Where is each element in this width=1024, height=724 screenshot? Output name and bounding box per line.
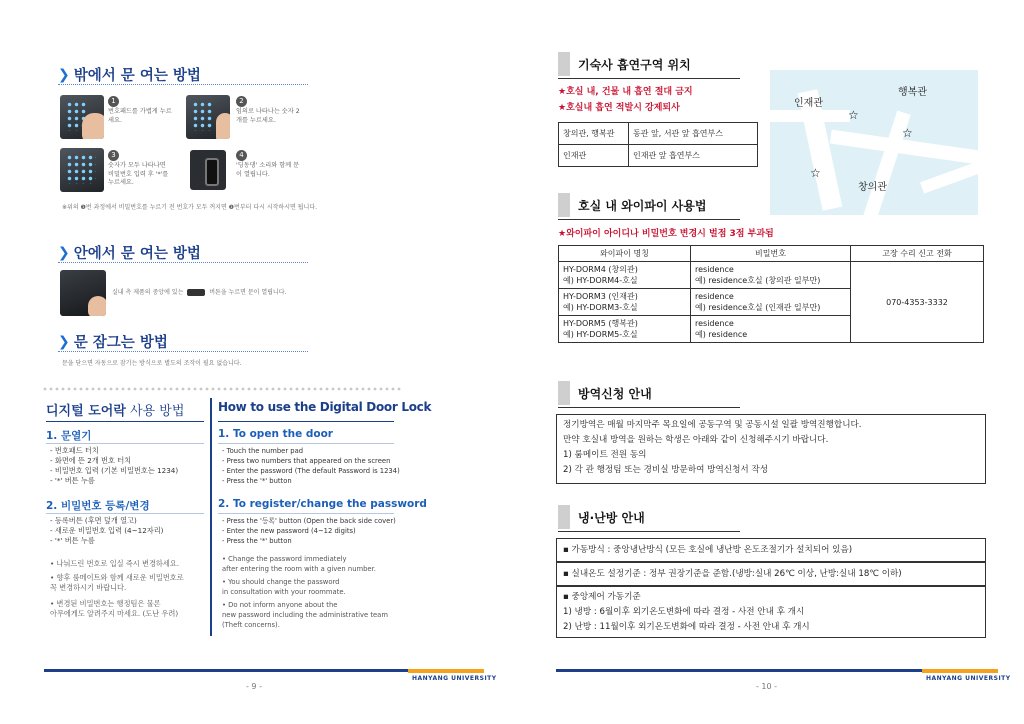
page-number: - 9 - — [246, 682, 262, 691]
wifi-table — [558, 245, 984, 343]
table-header: 와이파이 명칭 — [559, 246, 691, 262]
hvac-item: ▪ 실내온도 설정기준 : 정부 권장기준을 준함.(냉방:실내 26℃ 이상, 난방:실내 18℃ 이하) — [563, 569, 902, 579]
map-road — [770, 110, 850, 122]
lock-photo-step3 — [60, 148, 104, 192]
manual-en-sec1-line: - Enter the password (The default Password is 1234) — [222, 467, 400, 475]
step-text-2: 임의로 나타나는 숫자 2개를 누르세요. — [236, 108, 300, 124]
smoking-warning: ★호실내 흡연 적발시 강제퇴사 — [558, 103, 680, 113]
table-header: 비밀번호 — [691, 246, 851, 262]
manual-ko-sec1-rule — [46, 443, 204, 444]
manual-en-sec2-line: - Enter the new password (4~12 digits) — [222, 527, 356, 535]
wifi-title: 호실 내 와이파이 사용법 — [578, 198, 707, 213]
manual-en-sec2: 2. To register/change the password — [218, 498, 427, 510]
step-number-2: 2 — [236, 96, 247, 107]
manual-title-en: How to use the Digital Door Lock — [218, 400, 432, 414]
chevron-right-icon: ❯ — [58, 333, 70, 350]
smoking-heading — [558, 52, 691, 76]
hvac-heading — [558, 505, 645, 529]
manual-ko-note: • 변경된 비밀번호는 행정팀은 물론 — [50, 599, 161, 608]
heading-bar — [558, 381, 570, 405]
manual-ko-sec1-line: - 화면에 뜬 2개 번호 터치 — [50, 456, 132, 465]
inside-text-after: 버튼을 누르면 문이 열립니다. — [209, 289, 287, 296]
hvac-item-line: 2) 난방 : 11월이후 외기온도변화에 따라 결정 - 사전 안내 후 개시 — [563, 622, 810, 632]
disinfection-box — [556, 414, 986, 484]
manual-en-sec1-line: - Press the '*' button — [222, 477, 292, 485]
manual-ko-note: 아무에게도 알려주지 마세요. (도난 우려) — [50, 609, 179, 618]
manual-en-note: after entering the room with a given number. — [222, 565, 376, 573]
wifi-password: residence — [695, 265, 734, 274]
manual-en-note: (Theft concerns). — [222, 621, 280, 629]
manual-ko-sec2: 2. 비밀번호 등록/변경 — [46, 500, 150, 512]
manual-rule-en — [218, 421, 394, 422]
hvac-item-box — [556, 586, 986, 638]
inside-open-heading — [58, 242, 201, 263]
lock-photo-step4 — [190, 150, 226, 190]
footer-accent — [922, 669, 998, 673]
manual-ko-sec2-rule — [46, 513, 204, 514]
star-marker-icon: ☆ — [810, 166, 821, 180]
disinfection-line: 2) 각 관 행정팀 또는 경비실 방문하여 방역신청서 작성 — [563, 465, 769, 475]
footer-line — [556, 669, 922, 672]
manual-rule-ko — [46, 421, 204, 422]
manual-en-sec2-rule — [218, 513, 394, 514]
table-cell — [691, 289, 851, 316]
footer-accent — [408, 669, 484, 673]
disinfection-heading — [558, 381, 652, 405]
star-marker-icon: ☆ — [902, 126, 913, 140]
table-row — [559, 262, 984, 289]
manual-ko-sec2-line: - '*' 버튼 누름 — [50, 536, 95, 545]
manual-en-sec2-line: - Press the '등록' button (Open the back side cover) — [222, 517, 396, 525]
manual-en-sec2-line: - Press the '*' button — [222, 537, 292, 545]
manual-ko-note: • 나눠드린 번호로 입실 즉시 변경하세요. — [50, 559, 180, 568]
dotted-divider — [42, 386, 402, 392]
footer-university: HANYANG UNIVERSITY — [926, 675, 1011, 682]
hvac-item-line: 1) 냉방 : 6월이후 외기온도변화에 따라 결정 - 사전 안내 후 개시 — [563, 607, 805, 617]
manual-en-note: new password including the administrative team — [222, 611, 388, 619]
heading-rule — [558, 78, 740, 79]
page-number: - 10 - — [756, 682, 778, 691]
wifi-password: residence — [695, 292, 734, 301]
chevron-right-icon: ❯ — [58, 244, 70, 261]
manual-ko-sec2-line: - 새로운 비밀번호 입력 (4~12자리) — [50, 526, 164, 535]
manual-ko-note: • 향후 룸메이트와 함께 새로운 비밀번호로 — [50, 573, 184, 582]
hvac-item-box — [556, 538, 986, 562]
manual-title-ko-rest: 사용 방법 — [125, 404, 185, 419]
key-button-icon — [187, 289, 205, 296]
star-marker-icon: ☆ — [848, 108, 859, 122]
wifi-password: residence — [695, 319, 734, 328]
table-row — [559, 123, 758, 145]
wifi-password-example: 예) residence호실 (인재관 일부만) — [695, 303, 821, 312]
lock-text: 문을 닫으면 자동으로 잠기는 방식으로 별도의 조작이 필요 없습니다. — [62, 360, 242, 367]
wifi-password-example: 예) residence호실 (창의관 일부만) — [695, 276, 821, 285]
outside-note: ※위의 ❶번 과정에서 비밀번호를 누르기 전 번호가 모두 꺼지면 ❶번부터 다시 시작하시면 됩니다. — [62, 204, 318, 211]
wifi-name-example: 예) HY-DORM5-호실 — [563, 330, 638, 339]
map-label-injae: 인재관 — [794, 98, 823, 109]
table-cell — [691, 262, 851, 289]
manual-en-sec1-rule — [218, 443, 394, 444]
inside-open-title: 안에서 문 여는 방법 — [73, 246, 201, 262]
lock-photo-inside — [60, 270, 106, 316]
disinfection-line: 만약 호실내 방역을 원하는 학생은 아래와 같이 신청해주시기 바랍니다. — [563, 435, 829, 445]
table-cell: 창의관, 행복관 — [559, 123, 629, 145]
manual-ko-sec1-line: - 비밀번호 입력 (기본 비밀번호는 1234) — [50, 466, 179, 475]
heading-bar — [558, 193, 570, 217]
manual-en-note: • Do not inform anyone about the — [222, 601, 338, 609]
disinfection-line: 정기방역은 매월 마지막주 목요일에 공동구역 및 공동시설 일괄 방역진행합니다. — [563, 420, 862, 430]
wifi-name: HY-DORM3 (인재관) — [563, 292, 638, 301]
wifi-password-example: 예) residence — [695, 330, 748, 339]
outside-open-title: 밖에서 문 여는 방법 — [73, 68, 201, 84]
manual-en-sec1: 1. To open the door — [218, 428, 333, 440]
disinfection-line: 1) 룸메이트 전원 동의 — [563, 450, 647, 460]
disinfection-title: 방역신청 안내 — [578, 386, 652, 401]
inside-instructions — [112, 289, 286, 297]
table-cell: 인재관 — [559, 145, 629, 167]
table-cell: 동관 앞, 서관 앞 흡연부스 — [629, 123, 758, 145]
manual-en-sec1-line: - Touch the number pad — [222, 447, 304, 455]
table-cell — [559, 316, 691, 343]
wifi-warning: ★와이파이 아이디나 비밀번호 변경시 벌점 3점 부과됨 — [558, 229, 774, 239]
manual-ko-sec1-line: - '*' 버튼 누름 — [50, 476, 95, 485]
section-divider — [58, 84, 308, 85]
column-separator — [210, 398, 212, 636]
step-number-3: 3 — [108, 150, 119, 161]
manual-en-sec1-line: - Press two numbers that appeared on the screen — [222, 457, 391, 465]
wifi-name-example: 예) HY-DORM4-호실 — [563, 276, 638, 285]
heading-bar — [558, 505, 570, 529]
lock-title: 문 잠그는 방법 — [73, 335, 168, 351]
heading-rule — [558, 219, 740, 220]
chevron-right-icon: ❯ — [58, 66, 70, 83]
map-label-haengbok: 행복관 — [898, 87, 927, 98]
table-header: 고장 수리 신고 전화 — [851, 246, 984, 262]
manual-title-ko — [46, 400, 184, 419]
wifi-heading — [558, 193, 706, 217]
manual-ko-sec1: 1. 문열기 — [46, 430, 92, 442]
table-cell: 인재관 앞 흡연부스 — [629, 145, 758, 167]
heading-rule — [558, 407, 740, 408]
hvac-item-box — [556, 562, 986, 586]
manual-title-ko-bold: 디지털 도어락 — [46, 404, 126, 419]
manual-en-note: in consultation with your roommate. — [222, 588, 346, 596]
repair-phone-cell: 070-4353-3332 — [851, 262, 984, 343]
footer-university: HANYANG UNIVERSITY — [412, 675, 497, 682]
map-label-changui: 창의관 — [858, 182, 887, 193]
step-text-4: '딩동댕' 소리와 함께 문이 열립니다. — [236, 162, 300, 178]
table-header-row — [559, 246, 984, 262]
step-number-1: 1 — [108, 96, 119, 107]
outside-open-heading — [58, 64, 201, 85]
step-text-3: 숫자가 모두 나타나면 비밀번호 입력 후 '*'를 누르세요. — [108, 162, 169, 186]
hvac-item: ▪ 가동방식 : 중앙냉난방식 (모든 호실에 냉난방 온도조절기가 설치되어 있음) — [563, 545, 853, 555]
manual-en-note: • Change the password immediately — [222, 555, 347, 563]
lock-heading — [58, 331, 168, 352]
inside-text-before: 실내 측 제품의 중앙에 있는 — [112, 289, 184, 296]
lock-photo-step1 — [60, 95, 104, 139]
manual-en-note: • You should change the password — [222, 578, 340, 586]
step-text-1: 번호패드를 가볍게 누르세요. — [108, 108, 172, 124]
lock-photo-step2 — [186, 95, 230, 139]
manual-ko-sec1-line: - 번호패드 터치 — [50, 446, 99, 455]
wifi-name: HY-DORM4 (창의관) — [563, 265, 638, 274]
hvac-item: ▪ 중앙제어 가동기준 — [563, 592, 641, 602]
map-road — [920, 158, 978, 193]
table-cell — [559, 262, 691, 289]
footer-line — [44, 669, 408, 672]
smoking-title: 기숙사 흡연구역 위치 — [578, 57, 691, 72]
hvac-title: 냉·난방 안내 — [578, 510, 645, 525]
step-number-4: 4 — [236, 150, 247, 161]
section-divider — [58, 262, 308, 263]
table-cell — [691, 316, 851, 343]
table-row — [559, 145, 758, 167]
heading-bar — [558, 52, 570, 76]
wifi-name-example: 예) HY-DORM3-호실 — [563, 303, 638, 312]
page-10 — [512, 0, 1024, 724]
table-cell — [559, 289, 691, 316]
smoking-warning: ★호실 내, 건물 내 흡연 절대 금지 — [558, 87, 693, 97]
wifi-name: HY-DORM5 (행복관) — [563, 319, 638, 328]
campus-map — [770, 70, 978, 215]
smoking-table — [558, 122, 758, 167]
manual-ko-sec2-line: - 등록버튼 (후면 덮개 열고) — [50, 516, 137, 525]
section-divider — [58, 351, 308, 352]
manual-ko-note: 꼭 변경하시기 바랍니다. — [50, 583, 127, 592]
heading-rule — [558, 531, 740, 532]
